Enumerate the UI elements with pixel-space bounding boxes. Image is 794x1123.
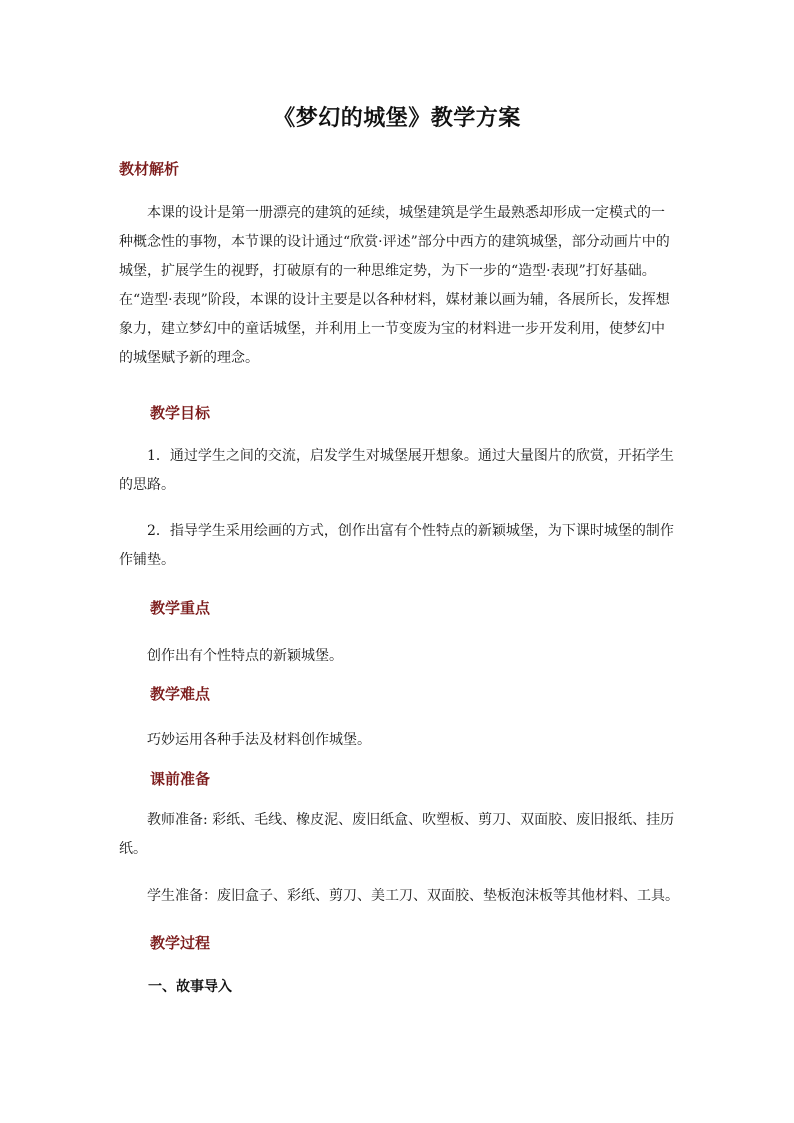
process-step-1: 一、故事导入 — [148, 979, 232, 995]
student-prep-text: 学生准备：废旧盒子、彩纸、剪刀、美工刀、双面胶、垫板泡沫板等其他材料、工具。 — [147, 888, 679, 904]
document-title: 《梦幻的城堡》教学方案 — [273, 106, 521, 131]
heading-key-point: 教学重点 — [150, 599, 211, 617]
paragraph-goal-1 — [119, 442, 675, 500]
paragraph-analysis — [119, 199, 675, 373]
difficulty-text: 巧妙运用各种手法及材料创作城堡。 — [147, 732, 371, 748]
paragraph-goal-2 — [119, 517, 675, 575]
heading-analysis: 教材解析 — [119, 160, 180, 178]
heading-difficulty: 教学难点 — [150, 685, 211, 703]
key-point-text: 创作出有个性特点的新颖城堡。 — [147, 648, 343, 664]
heading-process: 教学过程 — [150, 934, 211, 952]
heading-preparation: 课前准备 — [150, 770, 211, 788]
goal-1-text: 1．通过学生之间的交流，启发学生对城堡展开想象。通过大量图片的欣赏，开拓学生的思路。 — [119, 448, 674, 493]
goal-2-text: 2．指导学生采用绘画的方式，创作出富有个性特点的新颖城堡，为下课时城堡的制作作铺垫。 — [119, 523, 674, 568]
analysis-text: 本课的设计是第一册漂亮的建筑的延续，城堡建筑是学生最熟悉却形成一定模式的一种概念性的事物，本节课的设计通过“欣赏·评述”部分中西方的建筑城堡，部分动画片中的城堡，扩展学生的视野，打破原有的一种思维定势，为下一步的“造型·表现”打好基础。在“造型·表现”阶段，本课的设计主要是以各种材料，媒材兼以画为辅，各展所长，发挥想象力，建立梦幻中的童话城堡，并利用上一节变废为宝的材料进一步开发利用，使梦幻中的城堡赋予新的理念。 — [119, 205, 670, 366]
heading-goals: 教学目标 — [150, 404, 211, 422]
paragraph-teacher-prep — [119, 806, 675, 864]
teacher-prep-text: 教师准备: 彩纸、毛线、橡皮泥、废旧纸盒、吹塑板、剪刀、双面胶、废旧报纸、挂历纸。 — [119, 812, 675, 857]
